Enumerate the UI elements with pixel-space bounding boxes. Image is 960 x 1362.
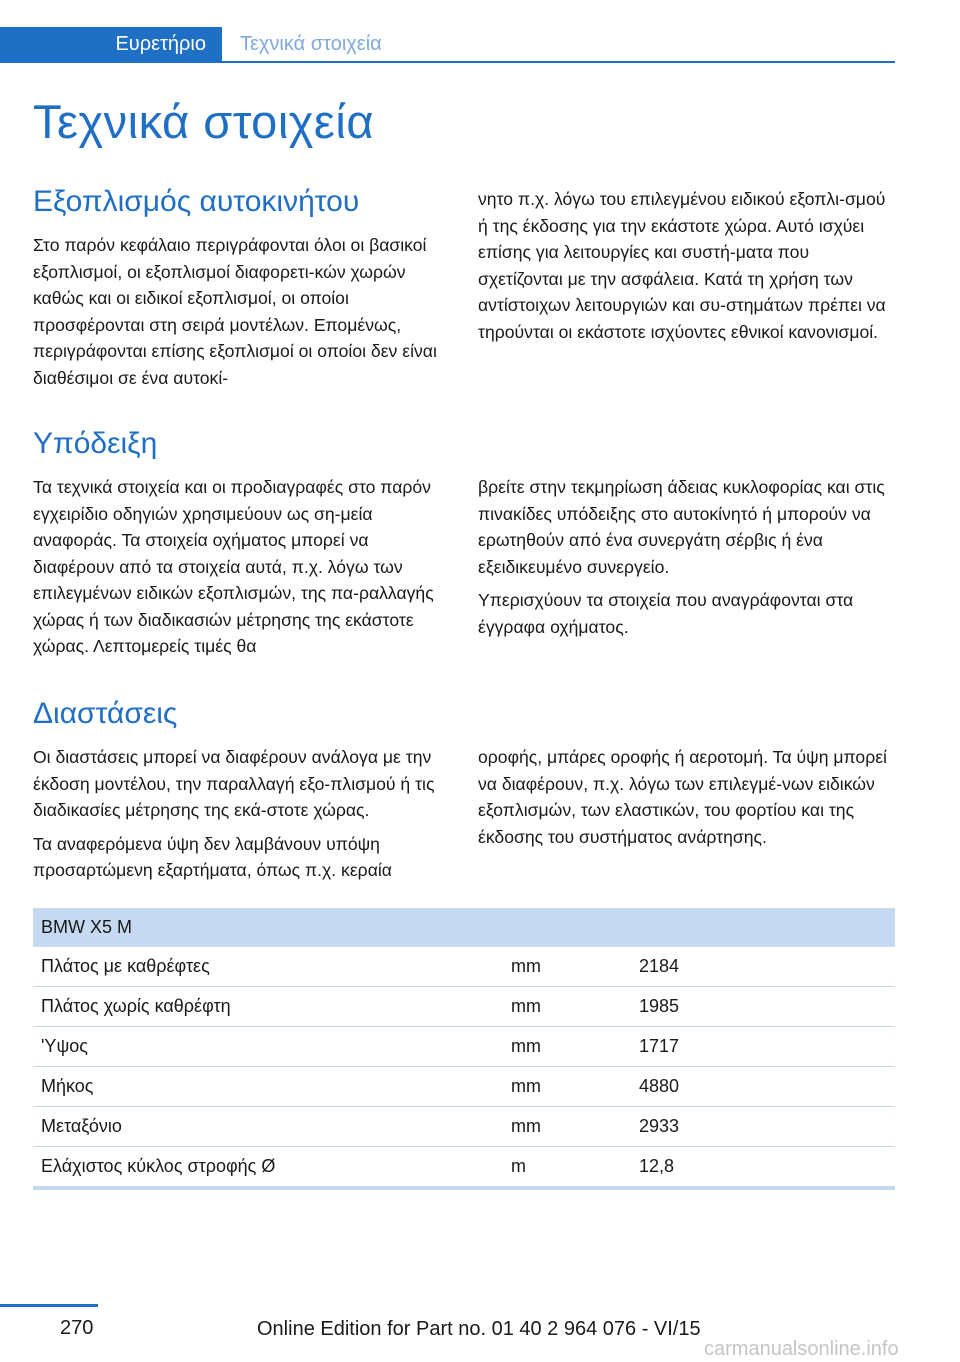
note-right-column bbox=[478, 474, 896, 647]
row-value: 1717 bbox=[631, 1027, 895, 1067]
heading-note: Υπόδειξη bbox=[33, 427, 158, 460]
row-unit: m bbox=[503, 1147, 631, 1189]
dimensions-table bbox=[33, 908, 895, 1190]
row-unit: mm bbox=[503, 1107, 631, 1147]
row-label: Μήκος bbox=[33, 1067, 503, 1107]
page-number: 270 bbox=[60, 1317, 94, 1339]
paragraph: Τα αναφερόμενα ύψη δεν λαμβάνουν υπόψη προσαρτώμενη εξαρτήματα, όπως π.χ. κεραία bbox=[33, 833, 392, 880]
row-value: 12,8 bbox=[631, 1147, 895, 1189]
table-row bbox=[33, 947, 895, 987]
paragraph: νητο π.χ. λόγω του επιλεγμένου ειδικού εξοπλι-σμού ή της έκδοσης για την εκάστοτε χώρα. Αυτό ισχύει επίσης για λειτουργίες και συστή-ματα που σχετίζονται με την ασφάλεια. Κατά τη χρήση των αντίστοιχων λειτουργιών και συ-στημάτων πρέπει να τηρούνται οι εκάστοτε ισχύοντες εθνικοί κανονισμοί. bbox=[478, 189, 886, 342]
table-row bbox=[33, 1067, 895, 1107]
row-label: 'Υψος bbox=[33, 1027, 503, 1067]
paragraph: βρείτε στην τεκμηρίωση άδειας κυκλοφορίας και στις πινακίδες υπόδειξης στο αυτοκίνητό ή μπορούν να ερωτηθούν από ένα συνεργάτη σέρβις ή ένα εξειδικευμένο συνεργείο. bbox=[478, 477, 885, 577]
row-value: 1985 bbox=[631, 987, 895, 1027]
row-unit: mm bbox=[503, 1067, 631, 1107]
row-unit: mm bbox=[503, 947, 631, 987]
table-header-model: BMW X5 M bbox=[33, 908, 895, 947]
tab-index[interactable]: Ευρετήριο bbox=[0, 27, 222, 61]
edition-footer: Online Edition for Part no. 01 40 2 964 076 - VI/15 bbox=[257, 1318, 701, 1340]
paragraph: Τα τεχνικά στοιχεία και οι προδιαγραφές στο παρόν εγχειρίδιο οδηγιών χρησιμεύουν ως ση-μεία αναφοράς. Τα στοιχεία οχήματος μπορεί να διαφέρουν από τα στοιχεία αυτά, π.χ. λόγω των επιλεγμένων ειδικών εξοπλισμών, της πα-ραλλαγής χώρας ή των διαδικασιών μέτρησης της εκάστοτε χώρας. Λεπτομερείς τιμές θα bbox=[33, 477, 434, 656]
table-row bbox=[33, 1027, 895, 1067]
heading-vehicle-equipment: Εξοπλισμός αυτοκινήτου bbox=[33, 185, 360, 218]
table-row bbox=[33, 1147, 895, 1189]
equipment-left-column bbox=[33, 232, 451, 398]
paragraph: Υπερισχύουν τα στοιχεία που αναγράφονται στα έγγραφα οχήματος. bbox=[478, 590, 854, 637]
paragraph: Στο παρόν κεφάλαιο περιγράφονται όλοι οι βασικοί εξοπλισμοί, οι εξοπλισμοί διαφορετι-κών χωρών καθώς και οι ειδικοί εξοπλισμοί, οι οποίοι προσφέρονται στη σειρά μοντέλων. Επομένως, περιγράφονται επίσης εξοπλισμοί οι οποίοι δεν είναι διαθέσιμοι σε ένα αυτοκί- bbox=[33, 235, 437, 388]
page-number-bar bbox=[0, 1304, 98, 1307]
row-label: Πλάτος χωρίς καθρέφτη bbox=[33, 987, 503, 1027]
row-value: 4880 bbox=[631, 1067, 895, 1107]
equipment-right-column bbox=[478, 186, 896, 352]
table-row bbox=[33, 1107, 895, 1147]
page-title: Τεχνικά στοιχεία bbox=[33, 95, 374, 148]
row-label: Ελάχιστος κύκλος στροφής Ø bbox=[33, 1147, 503, 1189]
row-value: 2184 bbox=[631, 947, 895, 987]
row-unit: mm bbox=[503, 987, 631, 1027]
note-left-column bbox=[33, 474, 451, 667]
heading-dimensions: Διαστάσεις bbox=[33, 697, 178, 730]
dimensions-left-column bbox=[33, 744, 451, 891]
row-label: Πλάτος με καθρέφτες bbox=[33, 947, 503, 987]
row-value: 2933 bbox=[631, 1107, 895, 1147]
paragraph: οροφής, μπάρες οροφής ή αεροτομή. Τα ύψη μπορεί να διαφέρουν, π.χ. λόγω των επιλεγμέ-νων ειδικών εξοπλισμών, των ελαστικών, του φορτίου και της έκδοσης του συστήματος ανάρτησης. bbox=[478, 747, 887, 847]
table-header-row bbox=[33, 908, 895, 947]
paragraph: Οι διαστάσεις μπορεί να διαφέρουν ανάλογα με την έκδοση μοντέλου, την παραλλαγή εξο-πλισμού ή τις διαδικασίες μέτρησης της εκά-στοτε χώρας. bbox=[33, 747, 435, 820]
watermark: carmanualsonline.info bbox=[704, 1338, 899, 1360]
row-unit: mm bbox=[503, 1027, 631, 1067]
row-label: Μεταξόνιο bbox=[33, 1107, 503, 1147]
tab-technical-data[interactable]: Τεχνικά στοιχεία bbox=[240, 33, 382, 55]
dimensions-right-column bbox=[478, 744, 896, 857]
table-row bbox=[33, 987, 895, 1027]
header-tabs bbox=[0, 27, 895, 63]
